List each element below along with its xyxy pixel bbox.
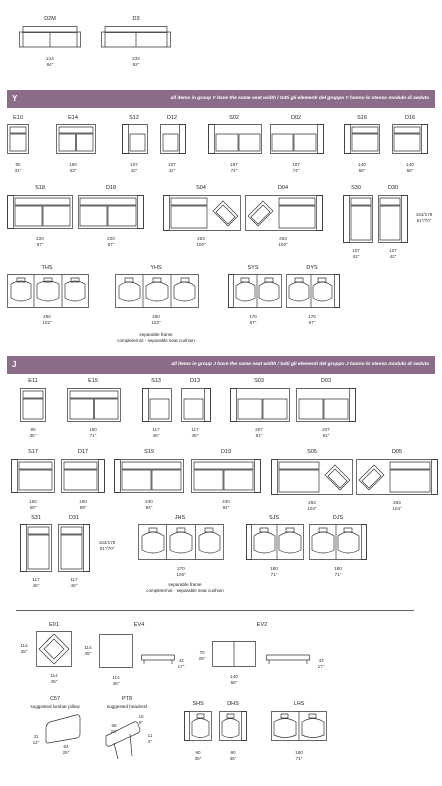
sofa-diagram-s30: [343, 195, 373, 243]
model-label-e10: E10: [13, 115, 23, 121]
ottoman-side-view-ev2: [266, 653, 310, 665]
dimension-d31: 117 46": [70, 577, 78, 588]
model-label-ths: THS: [41, 265, 53, 271]
sofa-diagram-ths: [7, 274, 89, 308]
sofa-diagram-d12: [160, 124, 186, 154]
model-label-d30: D30: [387, 185, 399, 191]
group-y-description: all items in group Y have the same seat width / tutti gli elementi del gruppo Y hanno lo stesso modulo di seduta: [170, 96, 429, 101]
caption-pt8: suggested headrest: [106, 704, 148, 709]
side-dimension-ev4: 114 45": [84, 645, 92, 656]
model-label-s04: S04: [196, 185, 206, 191]
dimension-s12: 107 42": [130, 162, 138, 173]
pillow-diagram-c57: [44, 714, 82, 744]
section-divider: [16, 610, 414, 611]
sofa-diagram-d02: [270, 124, 324, 154]
dimension-sjs: 180 71": [270, 566, 278, 577]
dimension-d30: 107 42": [389, 248, 397, 259]
dimension-dhs: 90 35": [229, 750, 237, 761]
dimension-d02: 187 74": [292, 162, 300, 173]
model-label-s05: S05: [307, 449, 317, 455]
model-label-s16: S16: [357, 115, 367, 121]
dimension-d05: 263 104": [392, 500, 402, 511]
sofa-diagram-d13: [181, 388, 211, 422]
sofa-diagram-e10: [7, 124, 29, 154]
model-label-e14: E14: [68, 115, 78, 121]
dimension-d13: 117 46": [191, 427, 199, 438]
ottoman-diagram-ev4: [99, 634, 133, 668]
caption-c57: suggested lumbar pillow: [30, 704, 80, 709]
sofa-diagram-d3: [101, 26, 171, 48]
model-label-s31: S31: [31, 515, 41, 521]
dimension-s31: 117 46": [32, 577, 40, 588]
sofa-diagram-d05: [356, 459, 438, 495]
model-label-d17: D17: [77, 449, 89, 455]
sofa-diagram-d30: [378, 195, 408, 243]
sofa-diagram-s16: [344, 124, 380, 154]
sofa-diagram-d17: [61, 459, 105, 493]
dimension-s13: 117 46": [152, 427, 160, 438]
dimension-d17: 150 59": [79, 499, 87, 510]
separable-frame-note-y: separable frame complete/not - separable seat cushion: [117, 332, 195, 343]
model-label-d18: D18: [105, 185, 117, 191]
sofa-diagram-s17: [11, 459, 55, 493]
model-label-shs: SHS: [192, 701, 204, 707]
dimension-djs: 180 71": [334, 566, 342, 577]
sofa-diagram-d04: [245, 195, 323, 231]
depth-dimension-j: 154/178 61"/70": [98, 540, 116, 551]
dimension-s30: 107 42": [352, 248, 360, 259]
model-label-d12: D12: [166, 115, 178, 121]
group-y-header: [7, 90, 435, 108]
ottoman-side-view-ev4: [141, 653, 175, 665]
model-label-sys: SYS: [247, 265, 259, 271]
dimension-c-pt8: 11 4": [147, 733, 153, 744]
height-dimension-c57: 31 12": [32, 734, 40, 745]
model-label-dys: DYS: [306, 265, 318, 271]
height-dimension-ev2: 43 17": [317, 658, 325, 669]
sofa-diagram-s13: [142, 388, 172, 422]
sofa-diagram-d18: [78, 195, 144, 229]
dimension-jhs: 270 106": [176, 566, 186, 577]
ottoman-diagram-ev2: [212, 641, 256, 667]
dimension-d16: 140 55": [406, 162, 414, 173]
sofa-diagram-s31: [20, 524, 52, 572]
width-dimension-c57: 64 25": [62, 744, 70, 755]
height-dimension-ev4: 43 17": [177, 658, 185, 669]
model-label-s17: S17: [28, 449, 38, 455]
sofa-diagram-s19: [114, 459, 184, 493]
model-label-dhs: DHS: [227, 701, 239, 707]
sofa-diagram-s12: [122, 124, 148, 154]
dimension-ths: 260 102": [42, 314, 52, 325]
group-j-description: all items in group J have the same seat width / tutti gli elementi del gruppo J hanno lo stesso modulo di seduta: [171, 362, 429, 367]
model-label-s12: S12: [129, 115, 139, 121]
model-label-d3: D3: [132, 16, 140, 22]
model-label-d02: D02: [290, 115, 302, 121]
model-label-d16: D16: [404, 115, 416, 121]
model-label-d13: D13: [189, 378, 201, 384]
dimension-s03: 207 81": [255, 427, 263, 438]
dimension-d12: 107 42": [168, 162, 176, 173]
side-dimension-e01: 114 45": [20, 643, 28, 654]
model-label-d03: D03: [320, 378, 332, 384]
seat-diagram-shs: [184, 711, 212, 741]
sofa-diagram-dys: [286, 274, 340, 308]
dimension-d03: 207 81": [322, 427, 330, 438]
sofa-diagram-djs: [309, 524, 367, 560]
dimension-d04: 253 100": [278, 236, 288, 247]
dimension-d19: 240 94": [222, 499, 230, 510]
model-label-s13: S13: [151, 378, 161, 384]
model-label-sjs: SJS: [268, 515, 280, 521]
model-label-lhs: LHS: [293, 701, 305, 707]
sofa-diagram-d2m: [19, 26, 81, 48]
model-label-d19: D19: [220, 449, 232, 455]
dimension-s05: 263 104": [307, 500, 317, 511]
sofa-diagram-sjs: [246, 524, 304, 560]
dimension-a-pt8: 58 23": [110, 723, 118, 734]
sofa-diagram-s02: [208, 124, 262, 154]
model-label-jhs: JHS: [174, 515, 186, 521]
model-label-s19: S19: [144, 449, 154, 455]
dimension-d2m: 214 84": [46, 56, 54, 67]
model-label-d2m: D2M: [44, 16, 56, 22]
depth-dimension-y: 154/178 61"/70": [415, 212, 433, 223]
model-label-e01: E01: [49, 622, 59, 628]
model-label-e15: E15: [88, 378, 98, 384]
model-label-djs: DJS: [332, 515, 344, 521]
sofa-diagram-sys: [228, 274, 282, 308]
model-label-s02: S02: [229, 115, 239, 121]
sofa-diagram-jhs: [138, 524, 224, 560]
group-j-header: [7, 356, 435, 374]
sofa-diagram-s03: [230, 388, 290, 422]
dimension-ev2: 140 55": [230, 674, 238, 685]
sofa-diagram-e14: [56, 124, 96, 154]
sofa-diagram-e11: [20, 388, 46, 422]
model-label-ev4: EV4: [133, 622, 145, 628]
sofa-diagram-s18: [7, 195, 73, 229]
dimension-e01: 114 45": [50, 673, 58, 684]
model-label-d31: D31: [68, 515, 80, 521]
side-dimension-ev2: 70 28": [198, 650, 206, 661]
model-label-ev2: EV2: [256, 622, 268, 628]
dimension-e15: 180 71": [89, 427, 97, 438]
dimension-d18: 220 87": [107, 236, 115, 247]
sofa-diagram-d16: [392, 124, 428, 154]
sofa-diagram-s05: [271, 459, 353, 495]
sofa-diagram-yhs: [115, 274, 199, 308]
sofa-diagram-d03: [296, 388, 356, 422]
model-label-d05: D05: [391, 449, 403, 455]
dimension-shs: 90 35": [194, 750, 202, 761]
dimension-s04: 253 100": [196, 236, 206, 247]
dimension-ev4: 114 45": [112, 675, 120, 686]
separable-frame-note-j: separable frame complete/not - separable seat cushion: [146, 582, 224, 593]
model-label-c57: C57: [49, 696, 61, 702]
dimension-d3: 234 92": [132, 56, 140, 67]
model-label-e11: E11: [28, 378, 38, 384]
model-label-d04: D04: [277, 185, 289, 191]
seat-diagram-lhs: [271, 711, 327, 741]
dimension-s19: 240 94": [145, 499, 153, 510]
model-label-pt8: PT8: [121, 696, 133, 702]
dimension-b-pt8: 16 6": [138, 714, 144, 725]
dimension-yhs: 260 102": [151, 314, 161, 325]
sofa-diagram-d31: [58, 524, 90, 572]
sofa-diagram-d19: [191, 459, 261, 493]
seat-diagram-dhs: [219, 711, 247, 741]
group-y-letter: Y: [12, 94, 18, 103]
sofa-diagram-e15: [67, 388, 121, 422]
model-label-yhs: YHS: [150, 265, 162, 271]
dimension-s16: 140 55": [358, 162, 366, 173]
dimension-e10: 80 31": [14, 162, 22, 173]
dimension-s18: 220 87": [36, 236, 44, 247]
group-j-letter: J: [12, 360, 17, 369]
sofa-diagram-s04: [163, 195, 241, 231]
dimension-sys: 170 67": [249, 314, 257, 325]
model-label-s18: S18: [35, 185, 45, 191]
dimension-lhs: 180 71": [295, 750, 303, 761]
dimension-e14: 160 63": [69, 162, 77, 173]
dimension-s17: 150 59": [29, 499, 37, 510]
dimension-dys: 170 67": [308, 314, 316, 325]
ottoman-diagram-e01: [36, 631, 72, 667]
model-label-s30: S30: [351, 185, 361, 191]
dimension-s02: 187 74": [230, 162, 238, 173]
model-label-s03: S03: [254, 378, 264, 384]
dimension-e11: 90 35": [29, 427, 37, 438]
